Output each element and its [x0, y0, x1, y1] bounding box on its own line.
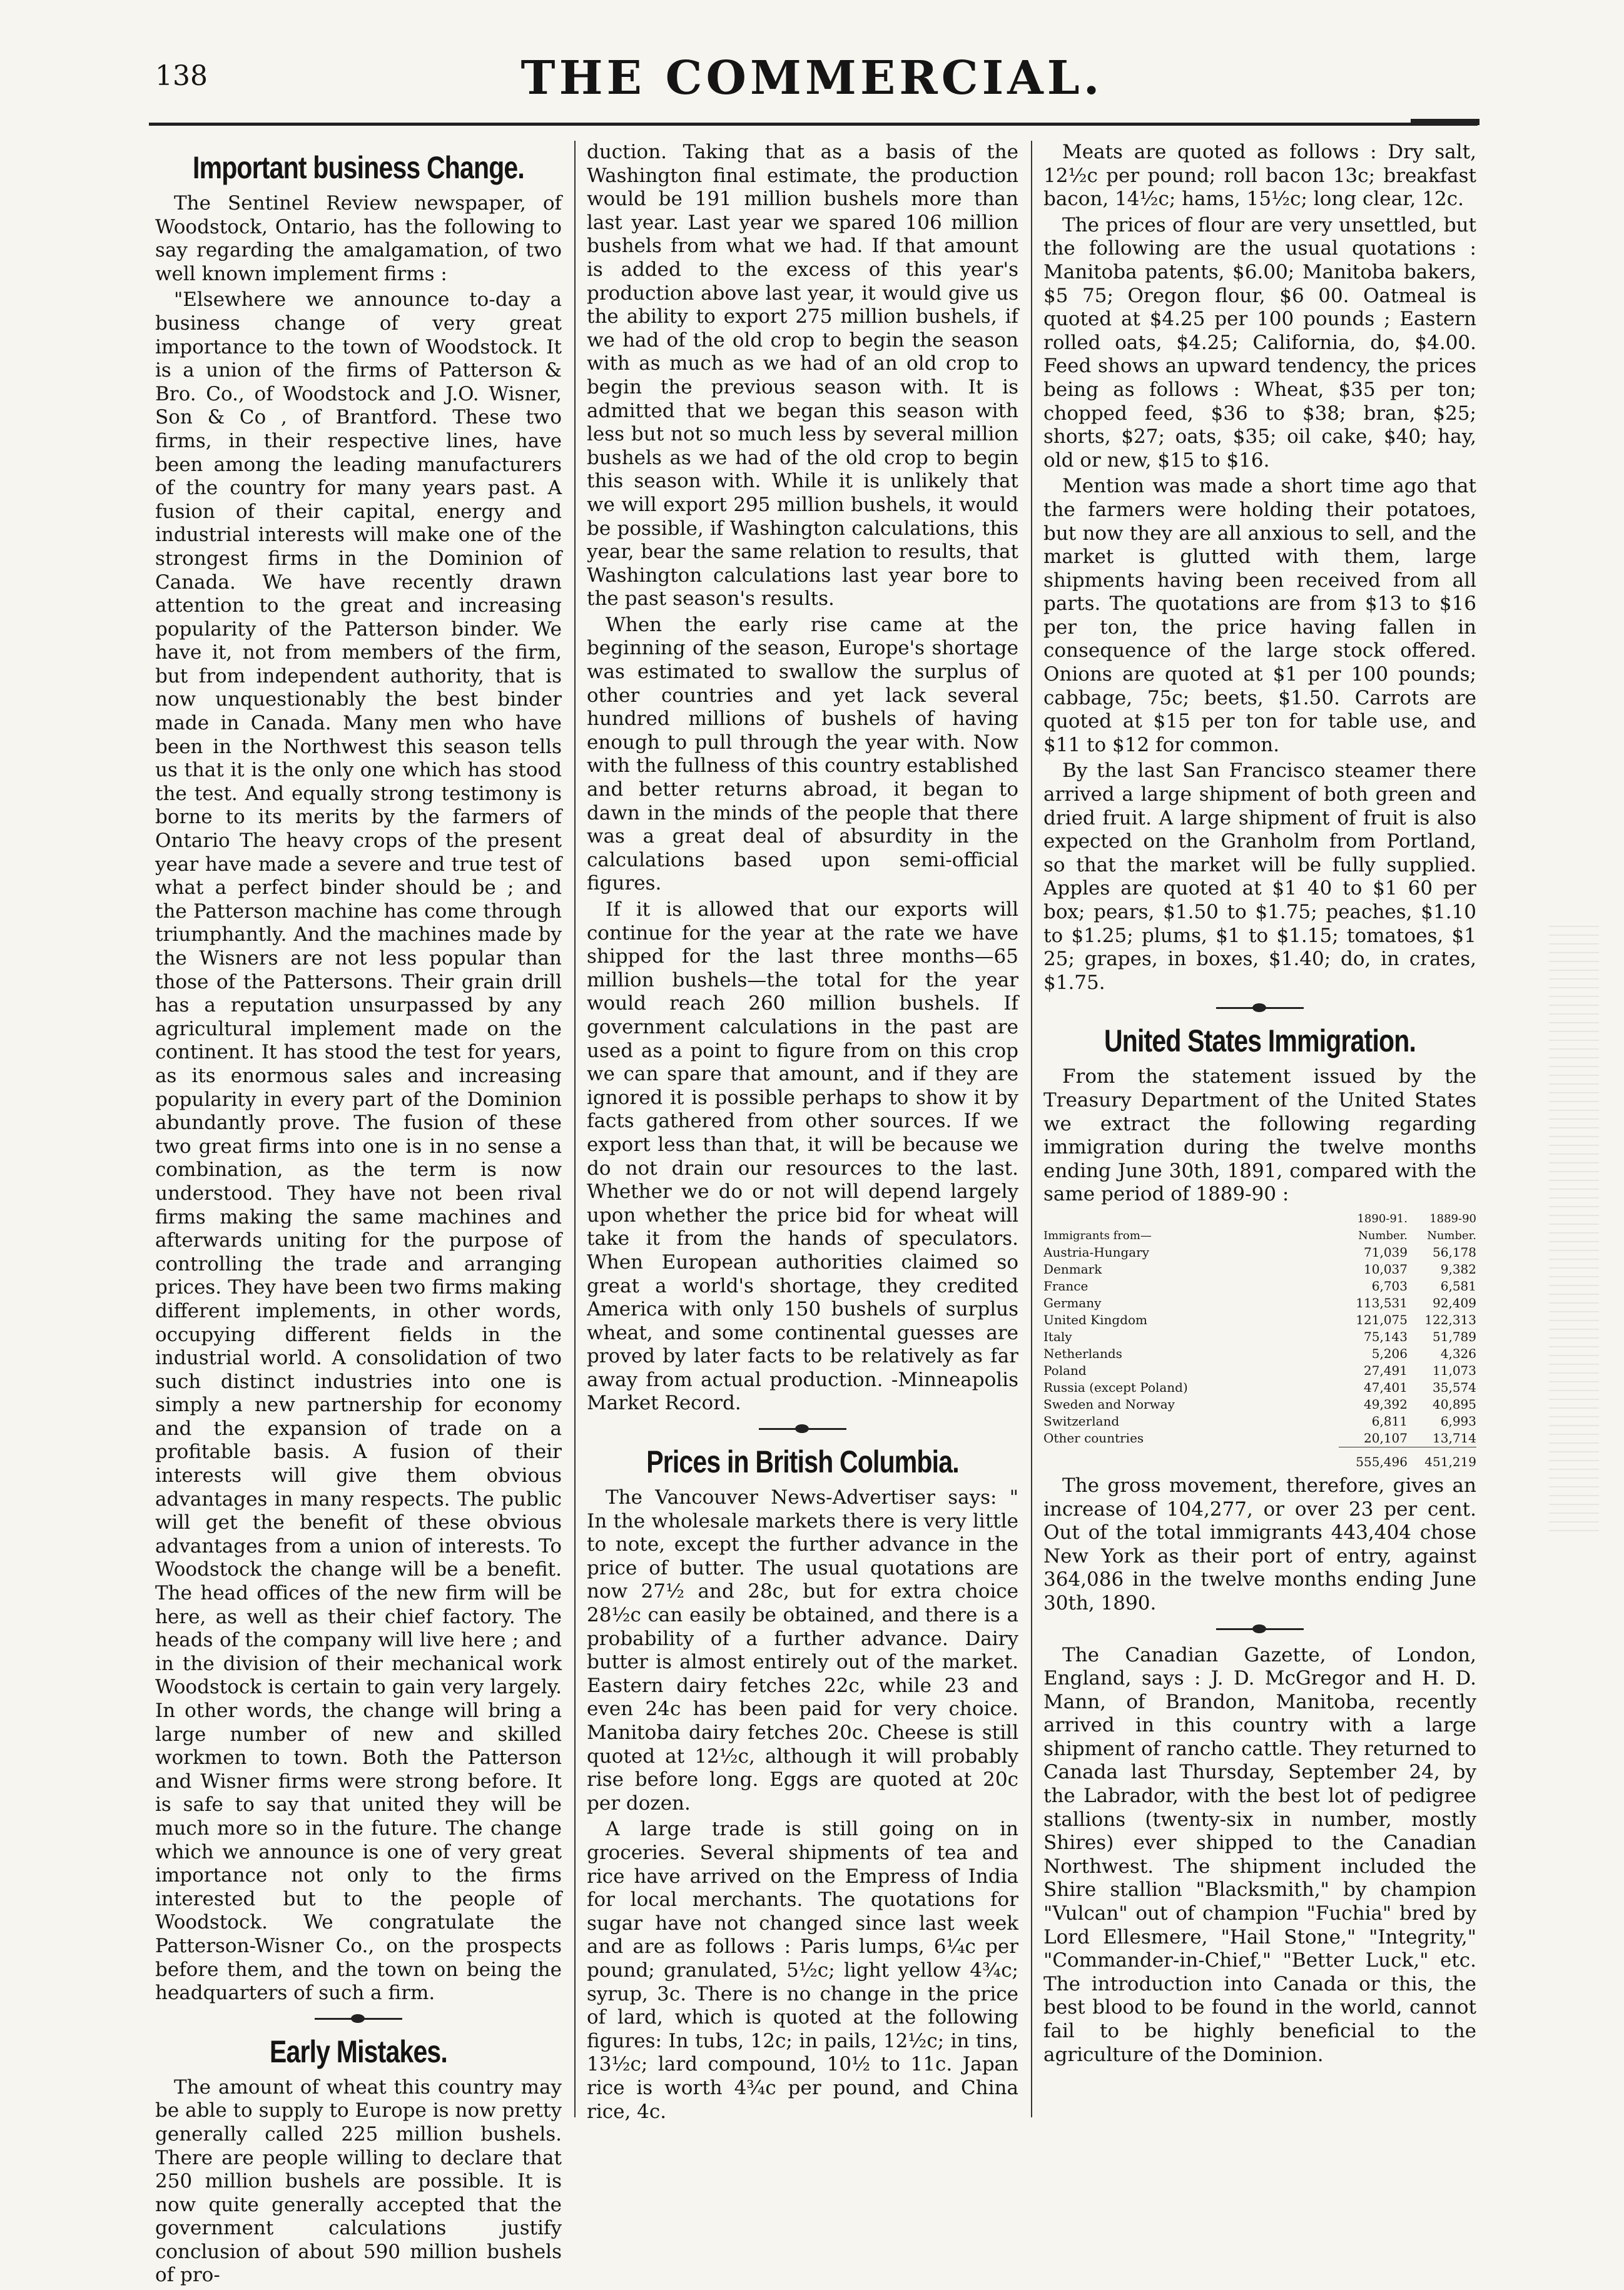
header-rule [149, 123, 1478, 126]
column-divider-2 [1031, 141, 1032, 2117]
column-1 [155, 141, 562, 2290]
masthead: THE COMMERCIAL. [520, 51, 1104, 105]
article-paragraph: Meats are quoted as follows : Dry salt, 12½c per pound; roll bacon 13c; breakfast bacon, 14½c; hams, 15½c; long clear, 12c. [1043, 141, 1476, 211]
number-cell: 6,703 [1371, 1278, 1408, 1294]
number-cell: 5,206 [1371, 1345, 1408, 1361]
number-cell: 4,326 [1440, 1345, 1476, 1361]
column-2 [587, 141, 1018, 2126]
number-cell: 40,895 [1433, 1396, 1476, 1412]
country-cell: Germany [1043, 1295, 1102, 1310]
table-row [1043, 1295, 1476, 1312]
section-separator [1216, 1007, 1304, 1009]
table-row [1043, 1379, 1476, 1396]
article-paragraph: If it is allowed that our exports will continue for the year at the rate we have shipped for the last three months—65 million bushels—the total for the year would reach 260 million bushels. If government calculations in the past are used as a point to figure from on this crop we can spare that amount, and if they are ignored it is possible perhaps to show it by facts gathered from other sources. If we export less than that, it will be because we do not drain our resources to the last. Whether we do or not will depend largely upon whether the price bid for wheat will take it from the hands of speculators. When European authorities claimed so great a world's shortage, they credited America with only 150 bushels of surplus wheat, and some continental guesses are proved by later facts to be relatively as far away from actual production. -Minneapolis Market Record. [587, 898, 1018, 1415]
unit-header: Number. [1427, 1229, 1476, 1242]
article-paragraph: The Canadian Gazette, of London, England, says : J. D. McGregor and H. D. Mann, of Brandon, Manitoba, recently arrived in this country with a large shipment of rancho cattle. They returned to Canada last Thursday, September 24, by the Labrador, with the best lot of pedigree stallions (twenty-six in number, mostly Shires) ever shipped to the Canadian Northwest. The shipment included the Shire stallion "Blacksmith," by champion "Vulcan" out of champion "Fuchia" bred by Lord Ellesmere, "Hail Stone," "Integrity," "Commander-in-Chief," "Better Luck," etc. The introduction into Canada or this, the best blood to be found in the world, cannot fail to be highly beneficial to the agriculture of the Dominion. [1043, 1643, 1476, 2066]
headline-business-change: Important business Change. [192, 150, 524, 185]
table-row [1043, 1278, 1476, 1295]
year-header: 1889-90 [1429, 1212, 1476, 1225]
header-rule-cap [1411, 119, 1479, 125]
country-cell: Netherlands [1043, 1345, 1122, 1361]
unit-header: Number. [1358, 1229, 1408, 1242]
article-paragraph: The Vancouver News-Advertiser says: " In the wholesale markets there is very little to note, except the further advance in the price of butter. The usual quotations are now 27½ and 28c, but for extra choice 28½c can easily be obtained, and there is a probability of a further advance. Dairy butter is almost entirely out of the market. Eastern dairy fetches 22c, while 23 and even 24c has been paid for very choice. Manitoba dairy fetches 20c. Cheese is still quoted at 12½c, although it will probably rise before long. Eggs are quoted at 20c per dozen. [587, 1486, 1018, 1815]
number-cell: 6,993 [1440, 1413, 1476, 1429]
headline-us-immigration: United States Immigration. [1104, 1023, 1416, 1059]
country-cell: Sweden and Norway [1043, 1396, 1175, 1412]
number-cell: 27,491 [1364, 1362, 1408, 1378]
article-paragraph: The prices of flour are very unsettled, but the following are the usual quotations : Manitoba patents, $6.00; Manitoba bakers, $5 75; Oregon flour, $6 00. Oatmeal is quoted at $4.25 per 100 pounds ; Eastern rolled oats, $4.25; California, do, $4.00. Feed shows an upward tendency, the prices being as follows : Wheat, $35 per ton; chopped feed, $36 to $38; bran, $25; shorts, $27; oats, $35; oil cake, $40; hay, old or new, $15 to $16. [1043, 213, 1476, 472]
number-cell: 75,143 [1364, 1329, 1408, 1344]
article-paragraph: The amount of wheat this country may be able to supply to Europe is now pretty generally called 225 million bushels. There are people willing to declare that 250 million bushels are possible. It is now quite generally accepted that the government calculations justify conclusion of about 590 million bushels of pro- [155, 2075, 562, 2287]
table-row [1043, 1396, 1476, 1413]
number-cell: 92,409 [1433, 1295, 1476, 1310]
country-cell: Other countries [1043, 1431, 1144, 1446]
totals-row [1043, 1447, 1476, 1471]
table-row [1043, 1244, 1476, 1261]
column-3 [1043, 141, 1476, 2069]
number-cell: 9,382 [1440, 1261, 1476, 1277]
headline-prices-bc: Prices in British Columbia. [646, 1444, 959, 1480]
number-cell: 6,581 [1440, 1278, 1476, 1294]
table-row [1043, 1312, 1476, 1329]
number-cell: 56,178 [1433, 1244, 1476, 1260]
table-row [1043, 1261, 1476, 1278]
number-cell: 51,789 [1433, 1329, 1476, 1344]
number-cell: 113,531 [1356, 1295, 1408, 1310]
article-paragraph: By the last San Francisco steamer there arrived a large shipment of both green and dried fruit. A large shipment of fruit is also expected on the Granholm from Portland, so that the market will be fully supplied. Apples are quoted at $1 40 to $1 60 per box; pears, $1.50 to $1.75; peaches, $1.10 to $1.25; plums, $1 to $1.15; tomatoes, $1 25; grapes, in boxes, $1.40; do, in crates, $1.75. [1043, 759, 1476, 994]
number-cell: 49,392 [1364, 1396, 1408, 1412]
table-row [1043, 1413, 1476, 1430]
totals-label-cell [1043, 1447, 1339, 1471]
number-cell: 47,401 [1364, 1379, 1408, 1395]
immigration-table [1043, 1210, 1476, 1471]
number-cell: 122,313 [1424, 1312, 1476, 1327]
page-number: 138 [155, 60, 208, 92]
article-paragraph: duction. Taking that as a basis of the Washington final estimate, the production would be 191 million bushels more than last year. Last year we spared 106 million bushels from what we had. If that amount is added to the excess of this year's production above last year, it would give us the ability to export 275 million bushels, if we had of the old crop to begin the season with as much as we had of an old crop to begin the previous season with. It is admitted that we began this season with less but not so much less by several million bushels as we had of the old crop to begin this season with. While it is unlikely that we will export 295 million bushels, it would be possible, if Washington calculations, this year, bear the same relation to results, that Washington calculations last year bore to the past season's results. [587, 141, 1018, 610]
article-paragraph: Mention was made a short time ago that the farmers were holding their potatoes, but now they are all anxious to sell, and the market is glutted with them, large shipments having been received from all parts. The quotations are from $13 to $16 per ton, the price having fallen in consequence of the large stock offered. Onions are quoted at $1 per 100 pounds; cabbage, 75c; beets, $1.50. Carrots are quoted at $15 per ton for table use, and $11 to $12 for common. [1043, 475, 1476, 756]
headline-early-mistakes: Early Mistakes. [269, 2034, 447, 2069]
article-paragraph: "Elsewhere we announce to-day a business change of very great importance to the town of Woodstock. It is a union of the firms of Patterson & Bro. Co., of Woodstock and J.O. Wisner, Son & Co , of Brantford. These two firms, in their respective lines, have been among the leading manufacturers of the country for many years past. A fusion of their capital, energy and industrial interests will make one of the strongest firms in the Dominion of Canada. We have recently drawn attention to the great and increasing popularity of the Patterson binder. We have it, not from members of the firm, but from independent authority, that is now unquestionably the best binder made in Canada. Many men who have been in the Northwest this season tells us that it is the only one which has stood the test. And equally strong testimony is borne to its merits by the farmers of Ontario The heavy crops of the present year have made a severe and true test of what a perfect binder should be ; and the Patterson machine has come through triumphantly. And the machines made by the Wisners are not less popular than those of the Pattersons. Their grain drill has a reputation unsurpassed by any agricultural implement made on the continent. It has stood the test for years, as its enormous sales and increasing popularity in every part of the Dominion abundantly prove. The fusion of these two great firms into one is in no sense a combination, as the term is now understood. They have not been rival firms making the same machines and afterwards uniting for the purpose of controlling the trade and arranging prices. They have been two firms making different implements, in other words, occupying different fields in the industrial world. A consolidation of two such distinct industries into one is simply a new partnership for economy and the expansion of trade on a profitable basis. A fusion of their interests will give them obvious advantages in many respects. The public will get the benefit of these obvious advantages from a union of interests. To Woodstock the change will be a benefit. The head offices of the new firm will be here, as well as their chief factory. The heads of the company will live here ; and in the division of their mechanical work Woodstock is certain to gain very largely. In other words, the change will bring a large number of new and skilled workmen to town. Both the Patterson and Wisner firms were strong before. It is safe to say that united they will be much more so in the future. The change which we announce is one of very great importance not only to the firms interested but to the people of Woodstock. We congratulate the Patterson-Wisner Co., on the prospects before them, and the town on being the headquarters of such a firm. [155, 288, 562, 2005]
table-row [1043, 1430, 1476, 1447]
article-paragraph: When the early rise came at the beginning of the season, Europe's shortage was estimated to swallow the surplus of other countries and yet lack several hundred millions of bushels of having enough to pull through the year with. Now with the fullness of this country established and better returns abroad, it began to dawn in the minds of the people that there was a great deal of absurdity in the calculations based upon semi-official figures. [587, 613, 1018, 895]
number-cell: 121,075 [1356, 1312, 1408, 1327]
table-row [1043, 1345, 1476, 1362]
total-cell: 451,219 [1408, 1447, 1476, 1471]
country-cell: Italy [1043, 1329, 1072, 1344]
number-cell: 6,811 [1371, 1413, 1408, 1429]
country-cell: France [1043, 1278, 1089, 1294]
number-cell: 20,107 [1364, 1430, 1408, 1446]
year-header: 1890-91. [1357, 1212, 1408, 1225]
number-cell: 11,073 [1433, 1362, 1476, 1378]
country-cell: United Kingdom [1043, 1312, 1147, 1327]
table-row [1043, 1329, 1476, 1345]
row-label-header: Immigrants from— [1043, 1229, 1152, 1242]
country-cell: Russia (except Poland) [1043, 1379, 1188, 1395]
country-cell: Poland [1043, 1362, 1087, 1378]
article-paragraph: The Sentinel Review newspaper, of Woodstock, Ontario, has the following to say regarding the amalgamation, of two well known implement firms : [155, 192, 562, 285]
article-paragraph: A large trade is still going on in groceries. Several shipments of tea and rice have arrived on the Empress of India for local merchants. The quotations for sugar have not changed since last week and are as follows : Paris lumps, 6¼c per pound; granulated, 5½c; light yellow 4¾c; syrup, 3c. There is no change in the price of lard, which is quoted at the following figures: In tubs, 12c; in pails, 12½c; in tins, 13½c; lard compound, 10½ to 11c. Japan rice is worth 4¾c per pound, and China rice, 4c. [587, 1818, 1018, 2123]
country-cell: Denmark [1043, 1261, 1102, 1277]
number-cell: 13,714 [1433, 1430, 1476, 1446]
margin-specks [1549, 926, 1599, 1539]
country-cell: Switzerland [1043, 1413, 1120, 1429]
article-paragraph: From the statement issued by the Treasury Department of the United States we extract the following regarding immigration during the twelve months ending June 30th, 1891, compared with the same period of 1889-90 : [1043, 1065, 1476, 1206]
number-cell: 71,039 [1364, 1244, 1408, 1260]
section-separator [759, 1428, 846, 1430]
country-cell: Austria-Hungary [1043, 1244, 1150, 1260]
section-separator [315, 2018, 402, 2020]
column-divider-1 [574, 141, 576, 2117]
section-separator [1216, 1628, 1304, 1630]
number-cell: 35,574 [1433, 1379, 1476, 1395]
total-cell: 555,496 [1339, 1447, 1408, 1471]
article-paragraph: The gross movement, therefore, gives an increase of 104,277, or over 23 per cent. Out of the total immigrants 443,404 chose New York as their port of entry, against 364,086 in the twelve months ending June 30th, 1890. [1043, 1474, 1476, 1614]
table-row [1043, 1362, 1476, 1379]
number-cell: 10,037 [1364, 1261, 1408, 1277]
